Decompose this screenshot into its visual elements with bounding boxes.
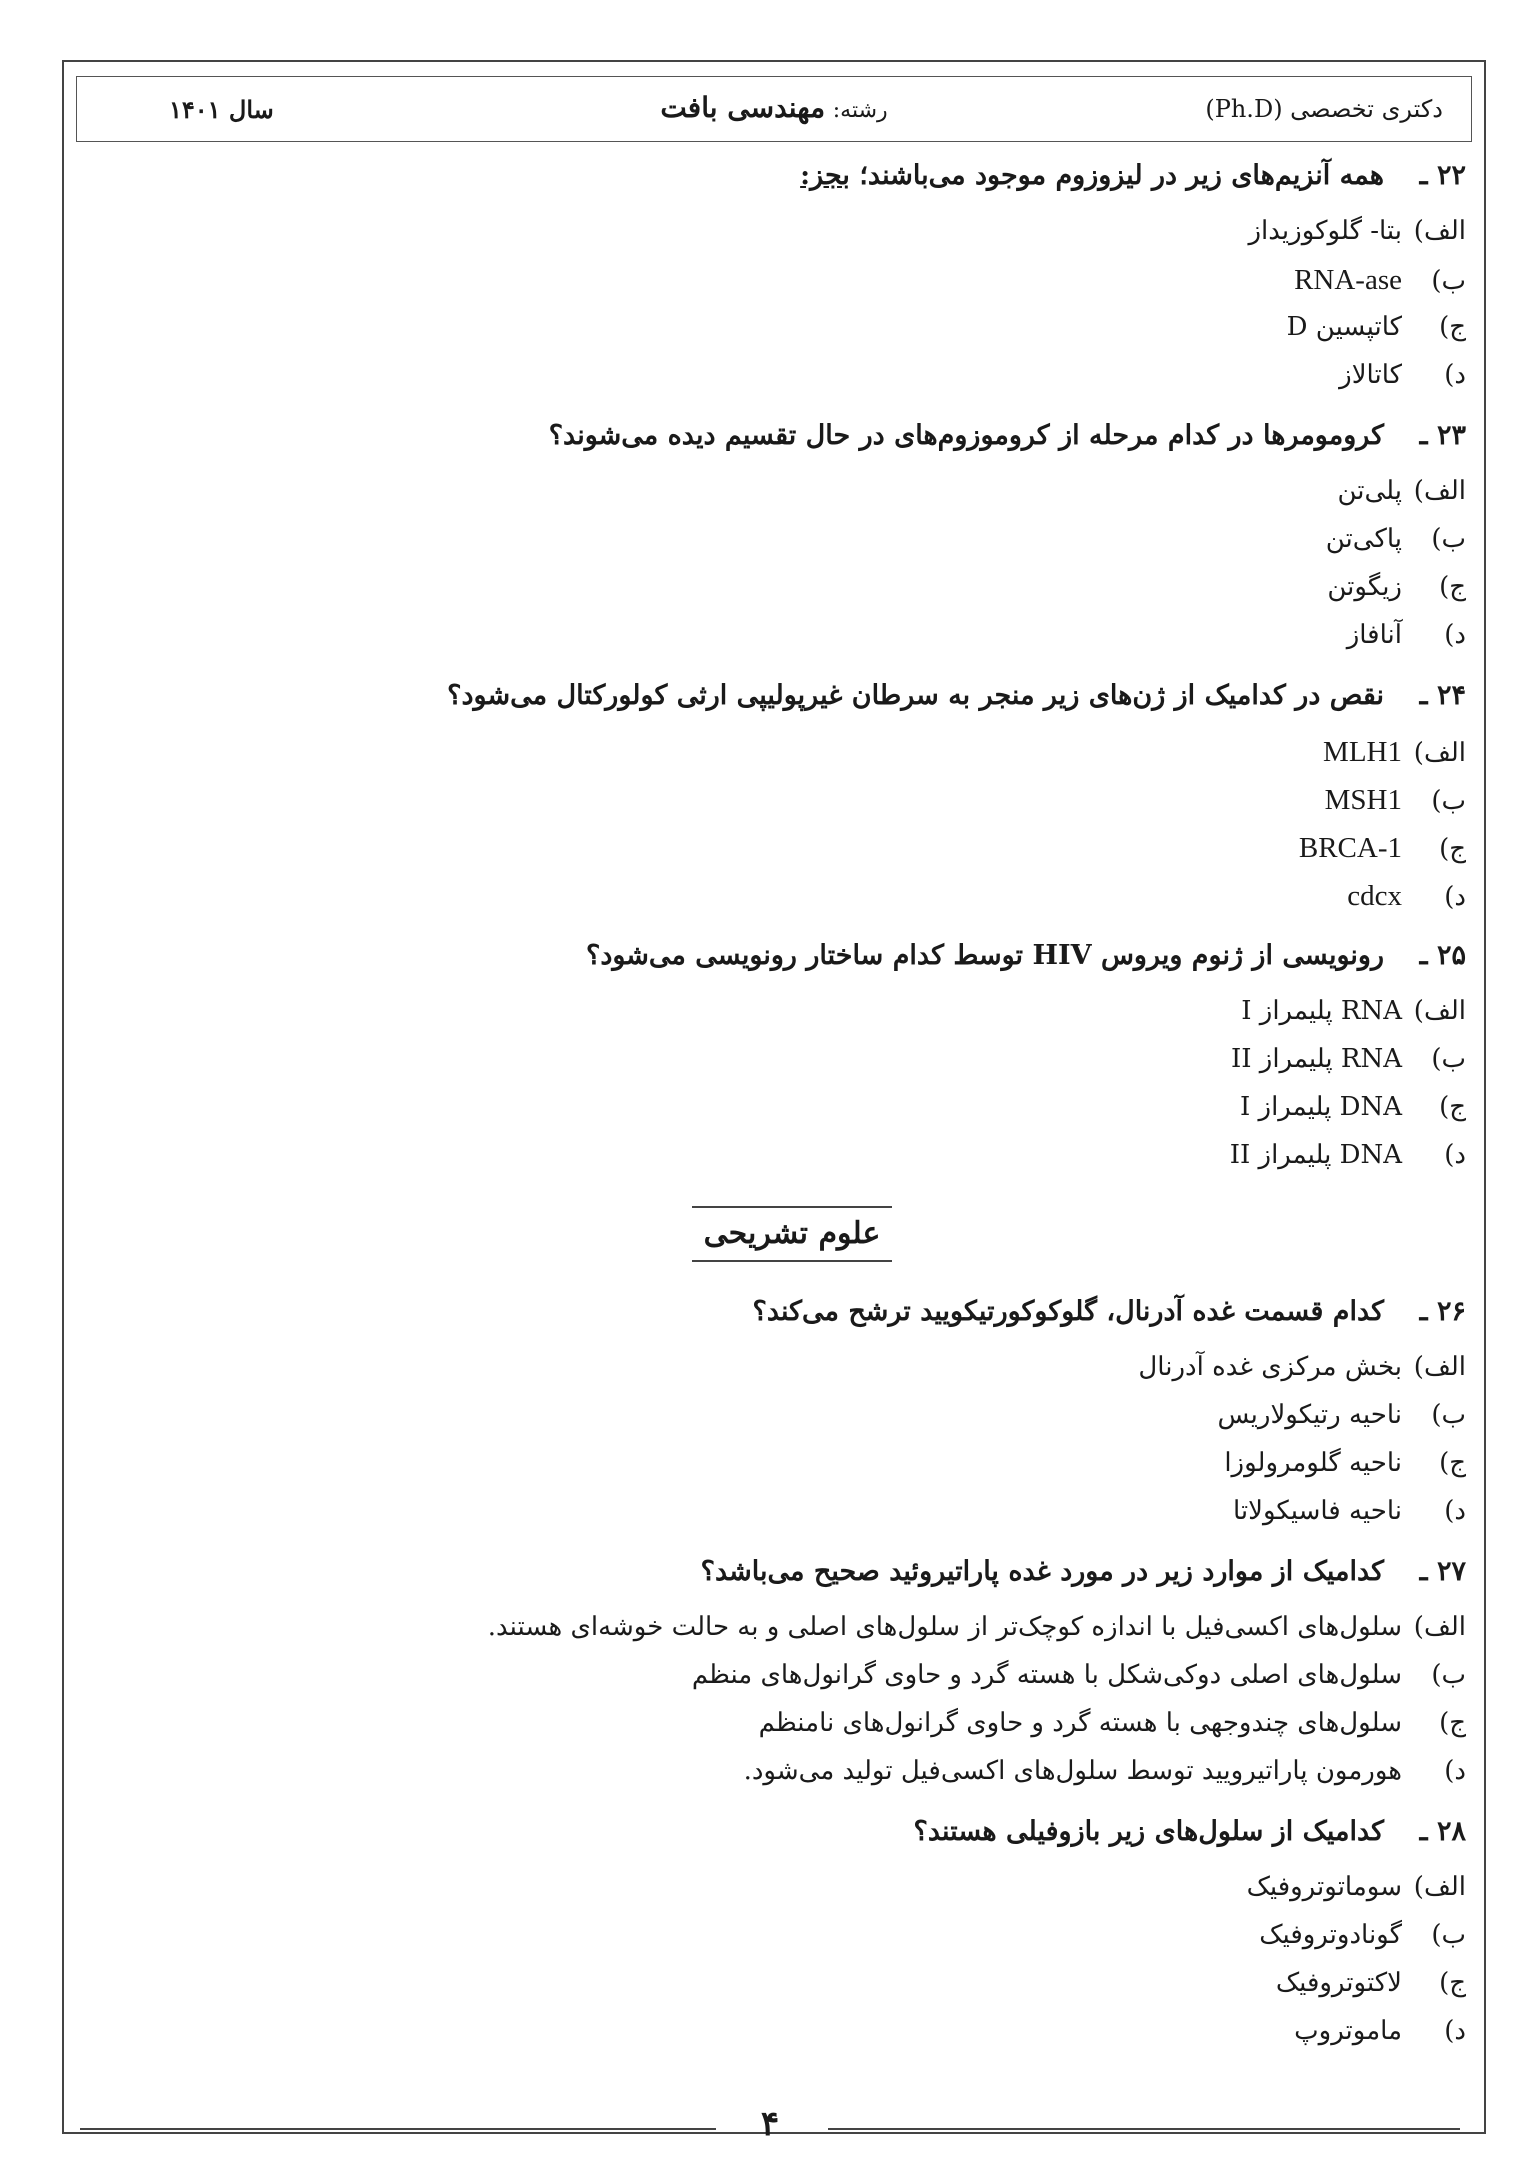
question-number: ۲۳ ـ [1419,420,1466,451]
answer-option [146,476,1466,524]
option-text: گونادوتروفیک [1259,1920,1402,1950]
option-text: MLH1 [1323,736,1402,768]
option-label: ج) [1439,1968,1466,1998]
answer-option [146,880,1466,928]
answer-option [146,524,1466,572]
question-text [447,680,1384,711]
option-label: د) [1444,360,1466,390]
field-label: رشته: [832,98,888,123]
answer-option [146,1496,1466,1544]
answer-option [146,1352,1466,1400]
option-text: DNA پلیمراز II [1229,1140,1402,1170]
answer-option [146,784,1466,832]
option-text: RNA-ase [1294,264,1402,296]
option-label: الف) [1413,1872,1466,1902]
question-number: ۲۲ ـ [1419,160,1466,191]
question-text [800,160,1384,191]
question-text-main: نقص در کدامیک از ژن‌های زیر منجر به سرطان غیرپولیپی ارثی کولورکتال می‌شود؟ [447,680,1384,711]
option-label: ب) [1431,266,1466,296]
question-list [146,160,1466,2076]
question-stem [146,1816,1466,1872]
option-label: د) [1444,620,1466,650]
option-label: ب) [1431,1660,1466,1690]
option-text: ماموتروپ [1294,2016,1402,2046]
option-label: ب) [1431,1044,1466,1074]
question-item [146,160,1466,408]
answer-option [146,1448,1466,1496]
option-label: د) [1444,1756,1466,1786]
option-label: ب) [1431,1400,1466,1430]
option-label: د) [1444,1496,1466,1526]
exam-title: دکتری تخصصی (Ph.D) [1205,95,1443,123]
question-text-main: کدامیک از موارد زیر در مورد غده پاراتیروئید صحیح می‌باشد؟ [700,1556,1384,1587]
option-text: سلول‌های چندوجهی با هسته گرد و حاوی گرانول‌های نامنظم [758,1708,1402,1738]
answer-option [146,736,1466,784]
question-text-main: کدامیک از سلول‌های زیر بازوفیلی هستند؟ [913,1816,1384,1847]
option-label: ج) [1439,1708,1466,1738]
question-text-main: همه آنزیم‌های زیر در لیزوزوم موجود می‌باشند؛ [859,160,1384,191]
answer-option [146,312,1466,360]
question-item [146,420,1466,668]
question-stem [146,680,1466,736]
answer-option [146,1872,1466,1920]
answer-option [146,996,1466,1044]
question-text [752,1296,1384,1327]
page-header [76,76,1472,142]
option-text: ناحیه رتیکولاریس [1217,1400,1402,1430]
question-group-anatomy [146,1296,1466,2064]
answer-option [146,572,1466,620]
question-number: ۲۶ ـ [1419,1296,1466,1327]
option-label: د) [1444,2016,1466,2046]
option-text: ناحیه گلومرولوزا [1224,1448,1402,1478]
answer-option [146,1044,1466,1092]
answer-option [146,1140,1466,1188]
option-text: cdcx [1347,880,1402,912]
option-text: بخش مرکزی غده آدرنال [1138,1352,1402,1382]
option-text: MSH1 [1324,784,1402,816]
answer-option [146,1612,1466,1660]
option-label: ب) [1431,1920,1466,1950]
option-text: آنافاز [1346,620,1402,650]
option-text: RNA پلیمراز I [1241,996,1402,1026]
question-text [549,420,1384,451]
question-number: ۲۵ ـ [1419,940,1466,971]
page-number: ۴ [760,2104,780,2144]
question-text [586,940,1384,971]
option-text: لاکتوتروفیک [1275,1968,1402,1998]
question-item [146,1296,1466,1544]
option-text: کاتپسین D [1286,312,1402,342]
answer-option [146,832,1466,880]
footer-divider-right [828,2128,1460,2130]
option-label: ج) [1439,1448,1466,1478]
option-label: الف) [1413,216,1466,246]
question-text-main: کدام قسمت غده آدرنال، گلوکوکورتیکویید ترشح می‌کند؟ [752,1296,1384,1327]
field-value: مهندسی بافت [660,91,826,124]
option-label: ج) [1439,312,1466,342]
option-label: ج) [1439,1092,1466,1122]
page-footer [80,2104,1460,2150]
option-text: سلول‌های اصلی دوکی‌شکل با هسته گرد و حاوی گرانول‌های منظم [691,1660,1402,1690]
option-label: د) [1444,882,1466,912]
option-label: ج) [1439,572,1466,602]
answer-option [146,1920,1466,1968]
answer-option [146,1660,1466,1708]
question-stem [146,1556,1466,1612]
option-text: سوماتوتروفیک [1246,1872,1402,1902]
option-text: کاتالاز [1339,360,1402,390]
answer-option [146,216,1466,264]
option-label: الف) [1413,476,1466,506]
answer-option [146,620,1466,668]
option-text: بتا- گلوکوزیداز [1248,216,1402,246]
question-item [146,680,1466,928]
answer-option [146,1400,1466,1448]
question-number: ۲۷ ـ [1419,1556,1466,1587]
option-label: الف) [1413,1352,1466,1382]
option-label: الف) [1413,738,1466,768]
option-text: سلول‌های اکسی‌فیل با اندازه کوچک‌تر از سلول‌های اصلی و به حالت خوشه‌ای هستند. [487,1612,1402,1642]
question-number: ۲۸ ـ [1419,1816,1466,1847]
option-text: هورمون پاراتیرویید توسط سلول‌های اکسی‌فیل تولید می‌شود. [743,1756,1402,1786]
question-number: ۲۴ ـ [1419,680,1466,711]
question-text-main: رونویسی از ژنوم ویروس HIV توسط کدام ساختار رونویسی می‌شود؟ [586,940,1384,971]
option-label: ج) [1439,834,1466,864]
section-title: علوم تشریحی [692,1206,892,1262]
option-label: ب) [1431,786,1466,816]
question-item [146,1556,1466,1804]
question-item [146,1816,1466,2064]
question-stem [146,420,1466,476]
exam-year: سال ۱۴۰۱ [169,95,274,124]
question-stem [146,940,1466,996]
question-text [701,1556,1384,1587]
answer-option [146,264,1466,312]
question-item [146,940,1466,1188]
field-name [77,91,1471,124]
option-label: الف) [1413,996,1466,1026]
question-stem [146,1296,1466,1352]
section-heading [146,1200,1466,1292]
answer-option [146,1708,1466,1756]
option-label: الف) [1413,1612,1466,1642]
option-text: BRCA-1 [1298,832,1402,864]
question-stem [146,160,1466,216]
answer-option [146,2016,1466,2064]
answer-option [146,1756,1466,1804]
option-text: RNA پلیمراز II [1230,1044,1402,1074]
answer-option [146,1092,1466,1140]
question-exception-word: بجز: [800,160,850,191]
option-text: پاکی‌تن [1325,524,1402,554]
question-group-cell-biology [146,160,1466,1188]
question-text [914,1816,1384,1847]
answer-option [146,360,1466,408]
option-label: ب) [1431,524,1466,554]
option-label: د) [1444,1140,1466,1170]
question-text-main: کرومومرها در کدام مرحله از کروموزوم‌های در حال تقسیم دیده می‌شوند؟ [548,420,1384,451]
answer-option [146,1968,1466,2016]
option-text: زیگوتن [1327,572,1402,602]
option-text: پلی‌تن [1337,476,1402,506]
option-text: ناحیه فاسیکولاتا [1232,1496,1402,1526]
option-text: DNA پلیمراز I [1239,1092,1402,1122]
